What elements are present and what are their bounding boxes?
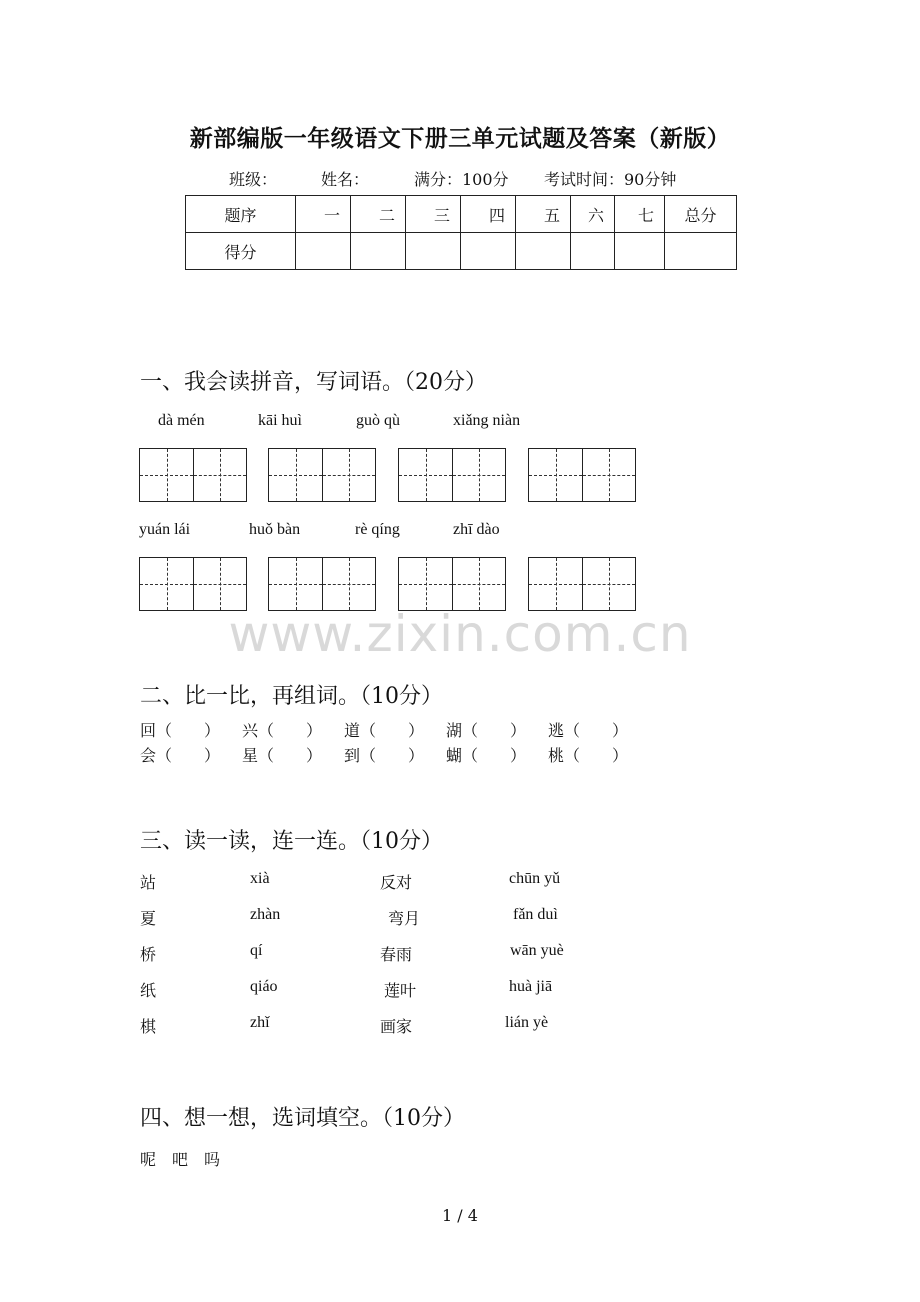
watermark: www.zixin.com.cn [228,605,692,663]
section1-heading: 一、我会读拼音，写词语。（20分） [140,370,487,395]
word-group-item[interactable]: 星（ ） [242,746,323,765]
pinyin-label: kāi huì [258,412,302,429]
exam-time-label: 考试时间：90分钟 [544,170,677,189]
match-word-pinyin[interactable]: fǎn duì [513,906,558,923]
word-choices: 呢 吧 吗 [140,1150,221,1169]
match-pinyin[interactable]: zhàn [250,906,281,923]
writing-grid[interactable] [398,448,506,502]
pinyin-label: zhī dào [453,521,500,538]
pinyin-label: yuán lái [139,521,191,538]
match-pinyin[interactable]: zhǐ [250,1014,270,1031]
pinyin-label: xiǎng niàn [453,412,521,429]
table-cell: 四 [461,196,516,233]
word-group-item[interactable]: 回（ ） [140,721,221,740]
word-group-item[interactable]: 道（ ） [344,721,425,740]
match-word[interactable]: 莲叶 [384,981,417,1000]
score-table-score-row [186,233,737,270]
match-pinyin[interactable]: xià [250,870,270,887]
page-title: 新部编版一年级语文下册三单元试题及答案（新版） [189,125,731,152]
match-word-pinyin[interactable]: huà jiā [509,978,553,995]
match-word[interactable]: 反对 [380,873,413,892]
match-word-pinyin[interactable]: chūn yǔ [509,870,561,887]
score-input-cell[interactable] [571,233,615,270]
writing-grid[interactable] [268,557,376,611]
writing-grid[interactable] [268,448,376,502]
match-char[interactable]: 棋 [140,1017,157,1036]
table-cell: 六 [571,196,615,233]
writing-grid[interactable] [139,448,247,502]
score-input-cell[interactable] [665,233,737,270]
section3-heading: 三、读一读，连一连。（10分） [140,829,443,854]
section2-heading: 二、比一比，再组词。（10分） [140,684,443,709]
score-input-cell[interactable] [516,233,571,270]
section4-heading: 四、想一想，选词填空。（10分） [140,1106,465,1131]
writing-grid[interactable] [528,557,636,611]
table-cell: 题序 [186,196,296,233]
score-input-cell[interactable] [351,233,406,270]
table-cell: 一 [296,196,351,233]
pinyin-label: guò qù [356,412,400,429]
score-table [185,195,737,270]
match-word[interactable]: 画家 [380,1017,413,1036]
match-word-pinyin[interactable]: wān yuè [510,942,564,959]
score-input-cell[interactable] [296,233,351,270]
pinyin-label: dà mén [158,412,205,429]
table-cell: 三 [406,196,461,233]
match-pinyin[interactable]: qí [250,942,263,959]
match-word-pinyin[interactable]: lián yè [505,1014,549,1031]
table-cell: 总分 [665,196,737,233]
word-group-item[interactable]: 蝴（ ） [446,746,527,765]
pinyin-label: huǒ bàn [249,521,301,538]
match-word[interactable]: 春雨 [380,945,413,964]
score-input-cell[interactable] [461,233,516,270]
match-pinyin[interactable]: qiáo [250,978,278,995]
word-group-item[interactable]: 到（ ） [344,746,425,765]
writing-grid[interactable] [528,448,636,502]
page-number: 1 / 4 [442,1206,478,1225]
class-label: 班级： [229,170,278,189]
name-label: 姓名： [321,170,370,189]
full-score-label: 满分：100分 [414,170,509,189]
match-char[interactable]: 夏 [140,909,157,928]
match-char[interactable]: 桥 [140,945,157,964]
word-group-item[interactable]: 兴（ ） [242,721,323,740]
table-cell: 二 [351,196,406,233]
table-cell: 得分 [186,233,296,270]
writing-grid[interactable] [398,557,506,611]
word-group-item[interactable]: 湖（ ） [446,721,527,740]
score-input-cell[interactable] [615,233,665,270]
match-char[interactable]: 站 [140,873,157,892]
table-cell: 七 [615,196,665,233]
word-group-item[interactable]: 会（ ） [140,746,221,765]
match-char[interactable]: 纸 [140,981,157,1000]
word-group-item[interactable]: 逃（ ） [548,721,629,740]
table-cell: 五 [516,196,571,233]
word-group-item[interactable]: 桃（ ） [548,746,629,765]
score-table-header-row [186,196,737,233]
score-input-cell[interactable] [406,233,461,270]
pinyin-label: rè qíng [355,521,400,538]
match-word[interactable]: 弯月 [388,909,421,928]
writing-grid[interactable] [139,557,247,611]
